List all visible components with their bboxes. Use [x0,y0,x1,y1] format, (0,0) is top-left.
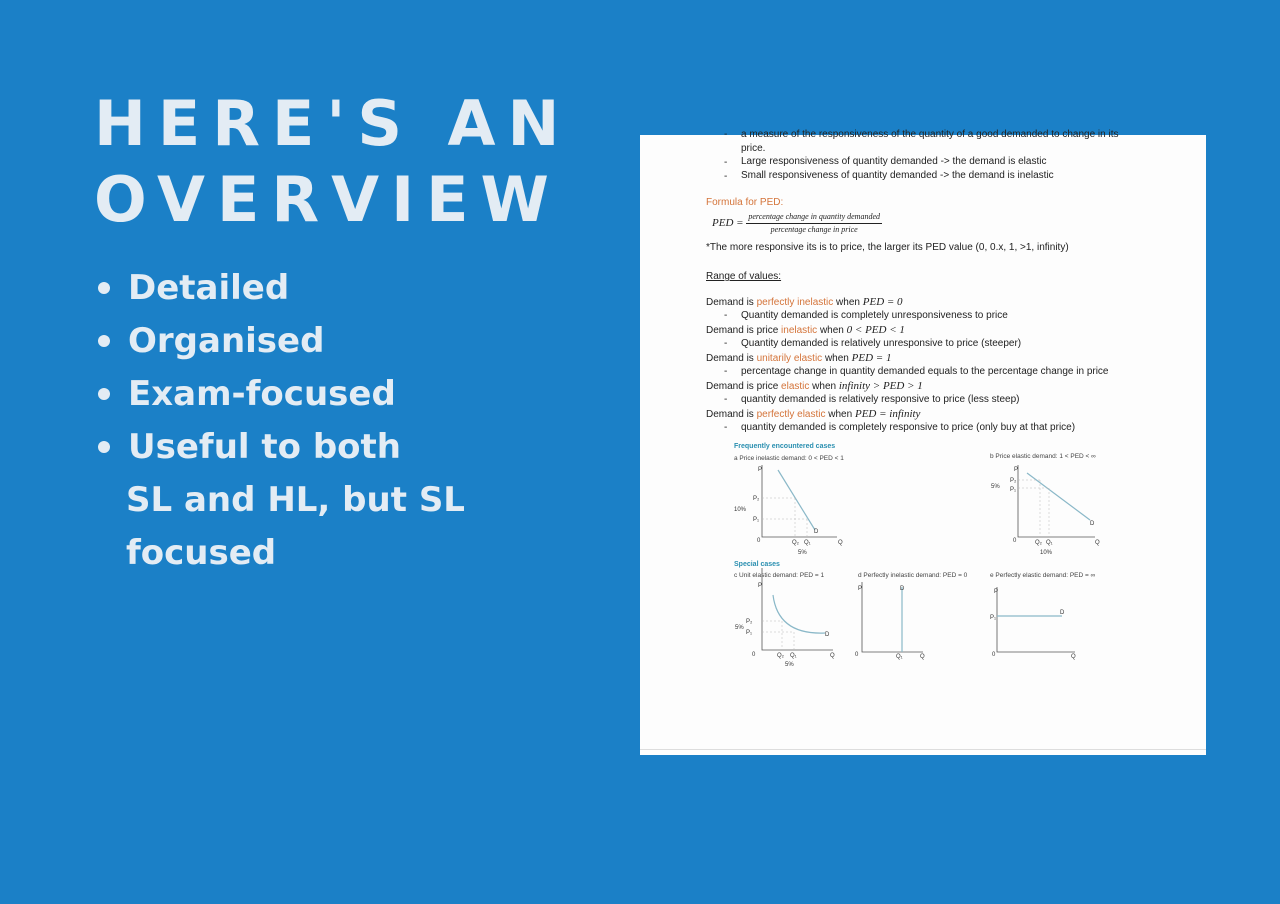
caption-a: a Price inelastic demand: 0 < PED < 1 [734,455,844,462]
intro-price: price. [741,143,766,154]
graph-a-p-label: P [758,467,763,473]
graph-a-demand-line [778,470,815,530]
frequent-cases-heading: Frequently encountered cases [734,443,836,450]
graph-e-p-label: P [994,589,999,595]
graph-a-d-label: D [814,529,819,535]
graph-c-q2-label: Q₂ [777,653,784,659]
graph-a-q2-label: Q₂ [792,540,799,546]
range-row-term: unitarily elastic [756,353,823,364]
demand-graphs [640,135,1206,755]
graph-d-q-label: Q [920,654,925,660]
graph-b-q1-label: Q₁ [1046,540,1053,546]
graph-c-axes [762,568,833,650]
graph-d-d-label: D [900,586,905,592]
graph-c-zero-label: 0 [752,652,756,658]
range-row-when: when [825,409,855,420]
formula-heading: Formula for PED: [706,197,784,208]
ped-note: *The more responsive its is to price, the larger its PED value (0, 0.x, 1, >1, infinity) [706,242,1069,253]
range-row-description: quantity demanded is completely responsive to price (only buy at that price) [741,422,1076,433]
graph-b-p2-label: P₂ [1010,478,1017,484]
graph-c-d-label: D [825,632,830,638]
graph-d-p-label: P [858,586,863,592]
graph-a-five-label: 5% [798,550,807,556]
small-responsiveness: Small responsiveness of quantity demanded -> the demand is inelastic [741,170,1054,181]
graph-b-p-label: P [1014,467,1019,473]
graph-c-q1-label: Q₁ [790,653,797,659]
graph-c-five-x-label: 5% [785,662,794,668]
intro-text: a measure of the responsiveness of the quantity of a good demanded to change in its [741,129,1119,140]
range-row-term: perfectly elastic [756,409,826,420]
range-row-description: Quantity demanded is relatively unresponsive to price (steeper) [741,338,1022,349]
formula-numerator: percentage change in quantity demanded [746,211,882,224]
graph-e-p1-label: P₁ [990,615,997,621]
graph-b-ten-label: 10% [1040,550,1053,556]
graph-d-q1-label: Q₁ [896,654,903,660]
caption-c: c Unit elastic demand: PED = 1 [734,572,825,579]
list-item: Organised [96,315,465,368]
list-item: Useful to both [96,421,465,474]
graph-b-demand-line [1027,473,1090,520]
range-heading: Range of values: [706,271,782,282]
range-row-math: PED = 1 [851,352,892,364]
caption-d: d Perfectly inelastic demand: PED = 0 [858,572,968,579]
list-item: Detailed [96,262,465,315]
range-row-prefix: Demand is price [706,381,782,392]
list-item: Exam-focused [96,368,465,421]
graph-b-q-label: Q [1095,540,1100,546]
graph-e-d-label: D [1060,610,1065,616]
graph-a-q-label: Q [838,540,843,546]
graph-a-ten-label: 10% [734,507,747,513]
graph-b-axes [1018,465,1095,537]
graph-d-zero-label: 0 [855,652,859,658]
range-row-term: inelastic [781,325,818,336]
graph-a-p1-label: P₁ [753,517,760,523]
range-row-description: percentage change in quantity demanded equals to the percentage change in price [741,366,1109,377]
range-row-when: when [833,297,863,308]
range-row-term: perfectly inelastic [756,297,834,308]
graph-c-q-label: Q [830,653,835,659]
feature-list [96,262,465,580]
range-row-math: PED = infinity [854,408,921,420]
graph-b-five-label: 5% [991,484,1000,490]
title-line-1: HERE'S AN [94,87,572,160]
range-row-description: quantity demanded is relatively responsive to price (less steep) [741,394,1020,405]
graph-a-axes [762,465,837,537]
graph-e-q-label: Q [1071,654,1076,660]
page-divider [640,749,1206,750]
formula-lhs: PED = [712,217,744,230]
page-title [94,86,571,238]
range-row-description: Quantity demanded is completely unresponsiveness to price [741,310,1008,321]
range-row-prefix: Demand is [706,297,757,308]
range-row-math: infinity > PED > 1 [838,380,923,392]
graph-b-q2-label: Q₂ [1035,540,1042,546]
graph-b-zero-label: 0 [1013,538,1017,544]
graph-c-demand-curve [773,595,825,633]
range-row-when: when [809,381,839,392]
graph-e-zero-label: 0 [992,652,996,658]
range-row-prefix: Demand is [706,409,757,420]
list-item-continuation: focused [126,533,277,573]
graph-b-p1-label: P₁ [1010,487,1017,493]
graph-c-five-label: 5% [735,625,744,631]
graph-a-q1-label: Q₁ [804,540,811,546]
special-cases-heading: Special cases [734,561,780,568]
graph-a-zero-label: 0 [757,538,761,544]
title-line-2: OVERVIEW [94,163,561,236]
graph-c-p-label: P [758,583,763,589]
range-row-when: when [822,353,852,364]
range-row-prefix: Demand is price [706,325,782,336]
graph-c-p1-label: P₁ [746,630,753,636]
caption-b: b Price elastic demand: 1 < PED < ∞ [990,453,1096,460]
range-row-math: 0 < PED < 1 [846,324,905,336]
large-responsiveness: Large responsiveness of quantity demanded -> the demand is elastic [741,156,1047,167]
graph-d-axes [862,582,923,652]
graph-b-d-label: D [1090,521,1095,527]
graph-a-p2-label: P₂ [753,496,760,502]
caption-e: e Perfectly elastic demand: PED = ∞ [990,572,1096,579]
range-row-math: PED = 0 [862,296,903,308]
graph-e-axes [997,587,1075,652]
range-row-when: when [817,325,847,336]
graph-c-p2-label: P₂ [746,619,753,625]
formula-denominator: percentage change in price [770,225,858,234]
range-row-prefix: Demand is [706,353,757,364]
range-row-term: elastic [781,381,810,392]
list-item-continuation: SL and HL, but SL [126,480,465,520]
document-preview: - a measure of the responsiveness of the quantity of a good demanded to change in its price. - Large responsiveness of quantity demanded -> the demand is elastic - Small responsiveness of quantity demanded -> the demand is inelastic Formula for PED: PED = $\frac{\text{percentage change in quantity demanded}}{\text{percentage change in price}}$ *The more responsive its is to price, the larger its PED value (0, 0.x, 1, >1, infinity) Range of values: Demand is perfectly inelastic when PED = 0 - Quantity demanded is completely unresponsiveness to price Demand is price inelastic when 0 < PED < 1 - Quantity demanded is relatively unresponsive to price (steeper) Demand is unitarily elastic when PED = 1 - percentage change in quantity demanded equals to the percentage change in price Demand is price elastic when infinity > PED > 1 - quantity demanded is relatively responsive to price (less steep) Demand is perfectly elastic when PED = infinity - quantity demanded is completely responsive to price (only buy at that price) Frequently encountered cases a Price inelastic demand: 0 < PED < 1 b Price elastic demand: 1 < PED < ∞ Special cases c Unit elastic demand: PED = 1 d Perfectly inelastic demand: PED = 0 e Perfectly elastic demand: PED = ∞ P P₂ P₁ 10% 0 Q₂ Q₁ 5% D Q P P₂ P₁ 5% 0 Q₂ Q₁ 10% D Q P P₂ P₁ 5% 0 Q₂ Q₁ 5% D Q P D 0 Q₁ Q P P₁ D 0 Q [640,135,1206,755]
